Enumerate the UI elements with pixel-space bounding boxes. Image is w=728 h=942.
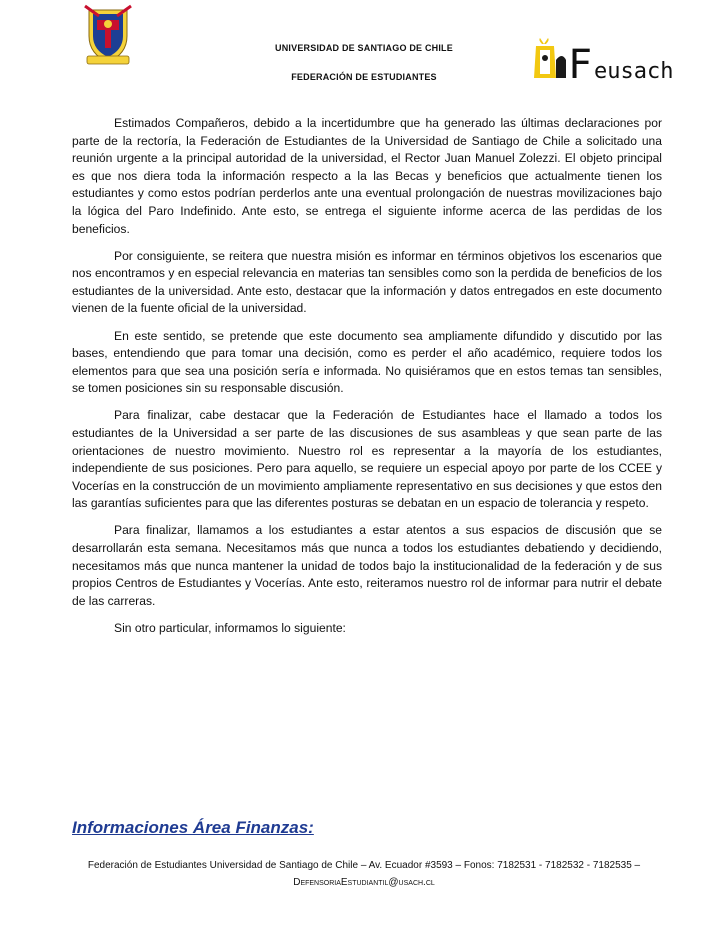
paragraph: Sin otro particular, informamos lo siguiente: <box>114 620 346 635</box>
federation-name: FEDERACIÓN DE ESTUDIANTES <box>291 72 437 82</box>
paragraph: Estimados Compañeros, debido a la incertidumbre que ha generado las últimas declaraciones por parte de la rectoría, la Federación de Estudiantes de la Universidad de Santiago de Chile a solicitado una reunión urgente a la principal autoridad de la universidad, el Rector Juan Manuel Zolezzi. El objeto principal es que nos diera toda la información respecto a la las Becas y beneficios que actualmente tienen los estudiantes y como estos podrían perderlos ante una eventual prolongación de nuestras movilizaciones bajo la lógica del Paro Indefinido. Ante esto, se entrega el siguiente informe acerca de las perdidas de los beneficios. <box>72 116 662 236</box>
footer-email: DefensoriaEstudiantil@usach.cl <box>293 877 435 888</box>
usach-crest-icon <box>83 2 133 68</box>
letter-body <box>72 115 662 647</box>
feusach-logo-icon <box>530 38 696 90</box>
paragraph: Para finalizar, llamamos a los estudiantes a estar atentos a sus espacios de discusión que se desarrollarán esta semana. Necesitamos más que nunca a todos los estudiantes debatiendo y decidiendo, necesitamos más que nunca mantener la unidad de todos bajo la institucionalidad de la federación y de sus propios Centros de Estudiantes y Vocerías. Ante esto, reiteramos nuestro rol de informar para nutrir el debate de las carreras. <box>72 523 662 608</box>
svg-text:F: F <box>568 42 593 88</box>
university-name: UNIVERSIDAD DE SANTIAGO DE CHILE <box>275 43 453 53</box>
svg-text:eusach: eusach <box>594 59 674 84</box>
paragraph: Para finalizar, cabe destacar que la Federación de Estudiantes hace el llamado a todos los estudiantes de la Universidad a ser parte de las discusiones de sus asambleas y que sean parte de las orientaciones de nuestro movimiento. Nuestro rol es representar a la mayoría de los estudiantes, independiente de sus posiciones. Pero para aquello, se requiere un especial apoyo por parte de los CCEE y Vocerías en la construcción de un movimiento ampliamente representativo en sus decisiones y que estos den las garantías suficientes para que las diferentes posturas se debatan en un espacio de tolerancia y respeto. <box>72 408 662 511</box>
paragraph: En este sentido, se pretende que este documento sea ampliamente difundido y discutido por las bases, entendiendo que para tomar una decisión, como es perder el año académico, requiere todos los elementos para que sea una posición sería e informada. No quisiéramos que en estos temas tan sensibles, se tomen posiciones sin su responsable discusión. <box>72 328 662 396</box>
paragraph: Por consiguiente, se reitera que nuestra misión es informar en términos objetivos los escenarios que nos encontramos y en especial relevancia en materias tan sensibles como son la perdida de beneficios de los estudiantes de la universidad. Ante esto, destacar que la información y datos entregados en este documento vienen de la fuente oficial de la universidad. <box>72 248 662 316</box>
footer-address: Federación de Estudiantes Universidad de Santiago de Chile – Av. Ecuador #3593 – Fonos: 7182531 - 7182532 - 7182535 – <box>87 860 641 871</box>
section-title: Informaciones Área Finanzas: <box>72 818 314 837</box>
